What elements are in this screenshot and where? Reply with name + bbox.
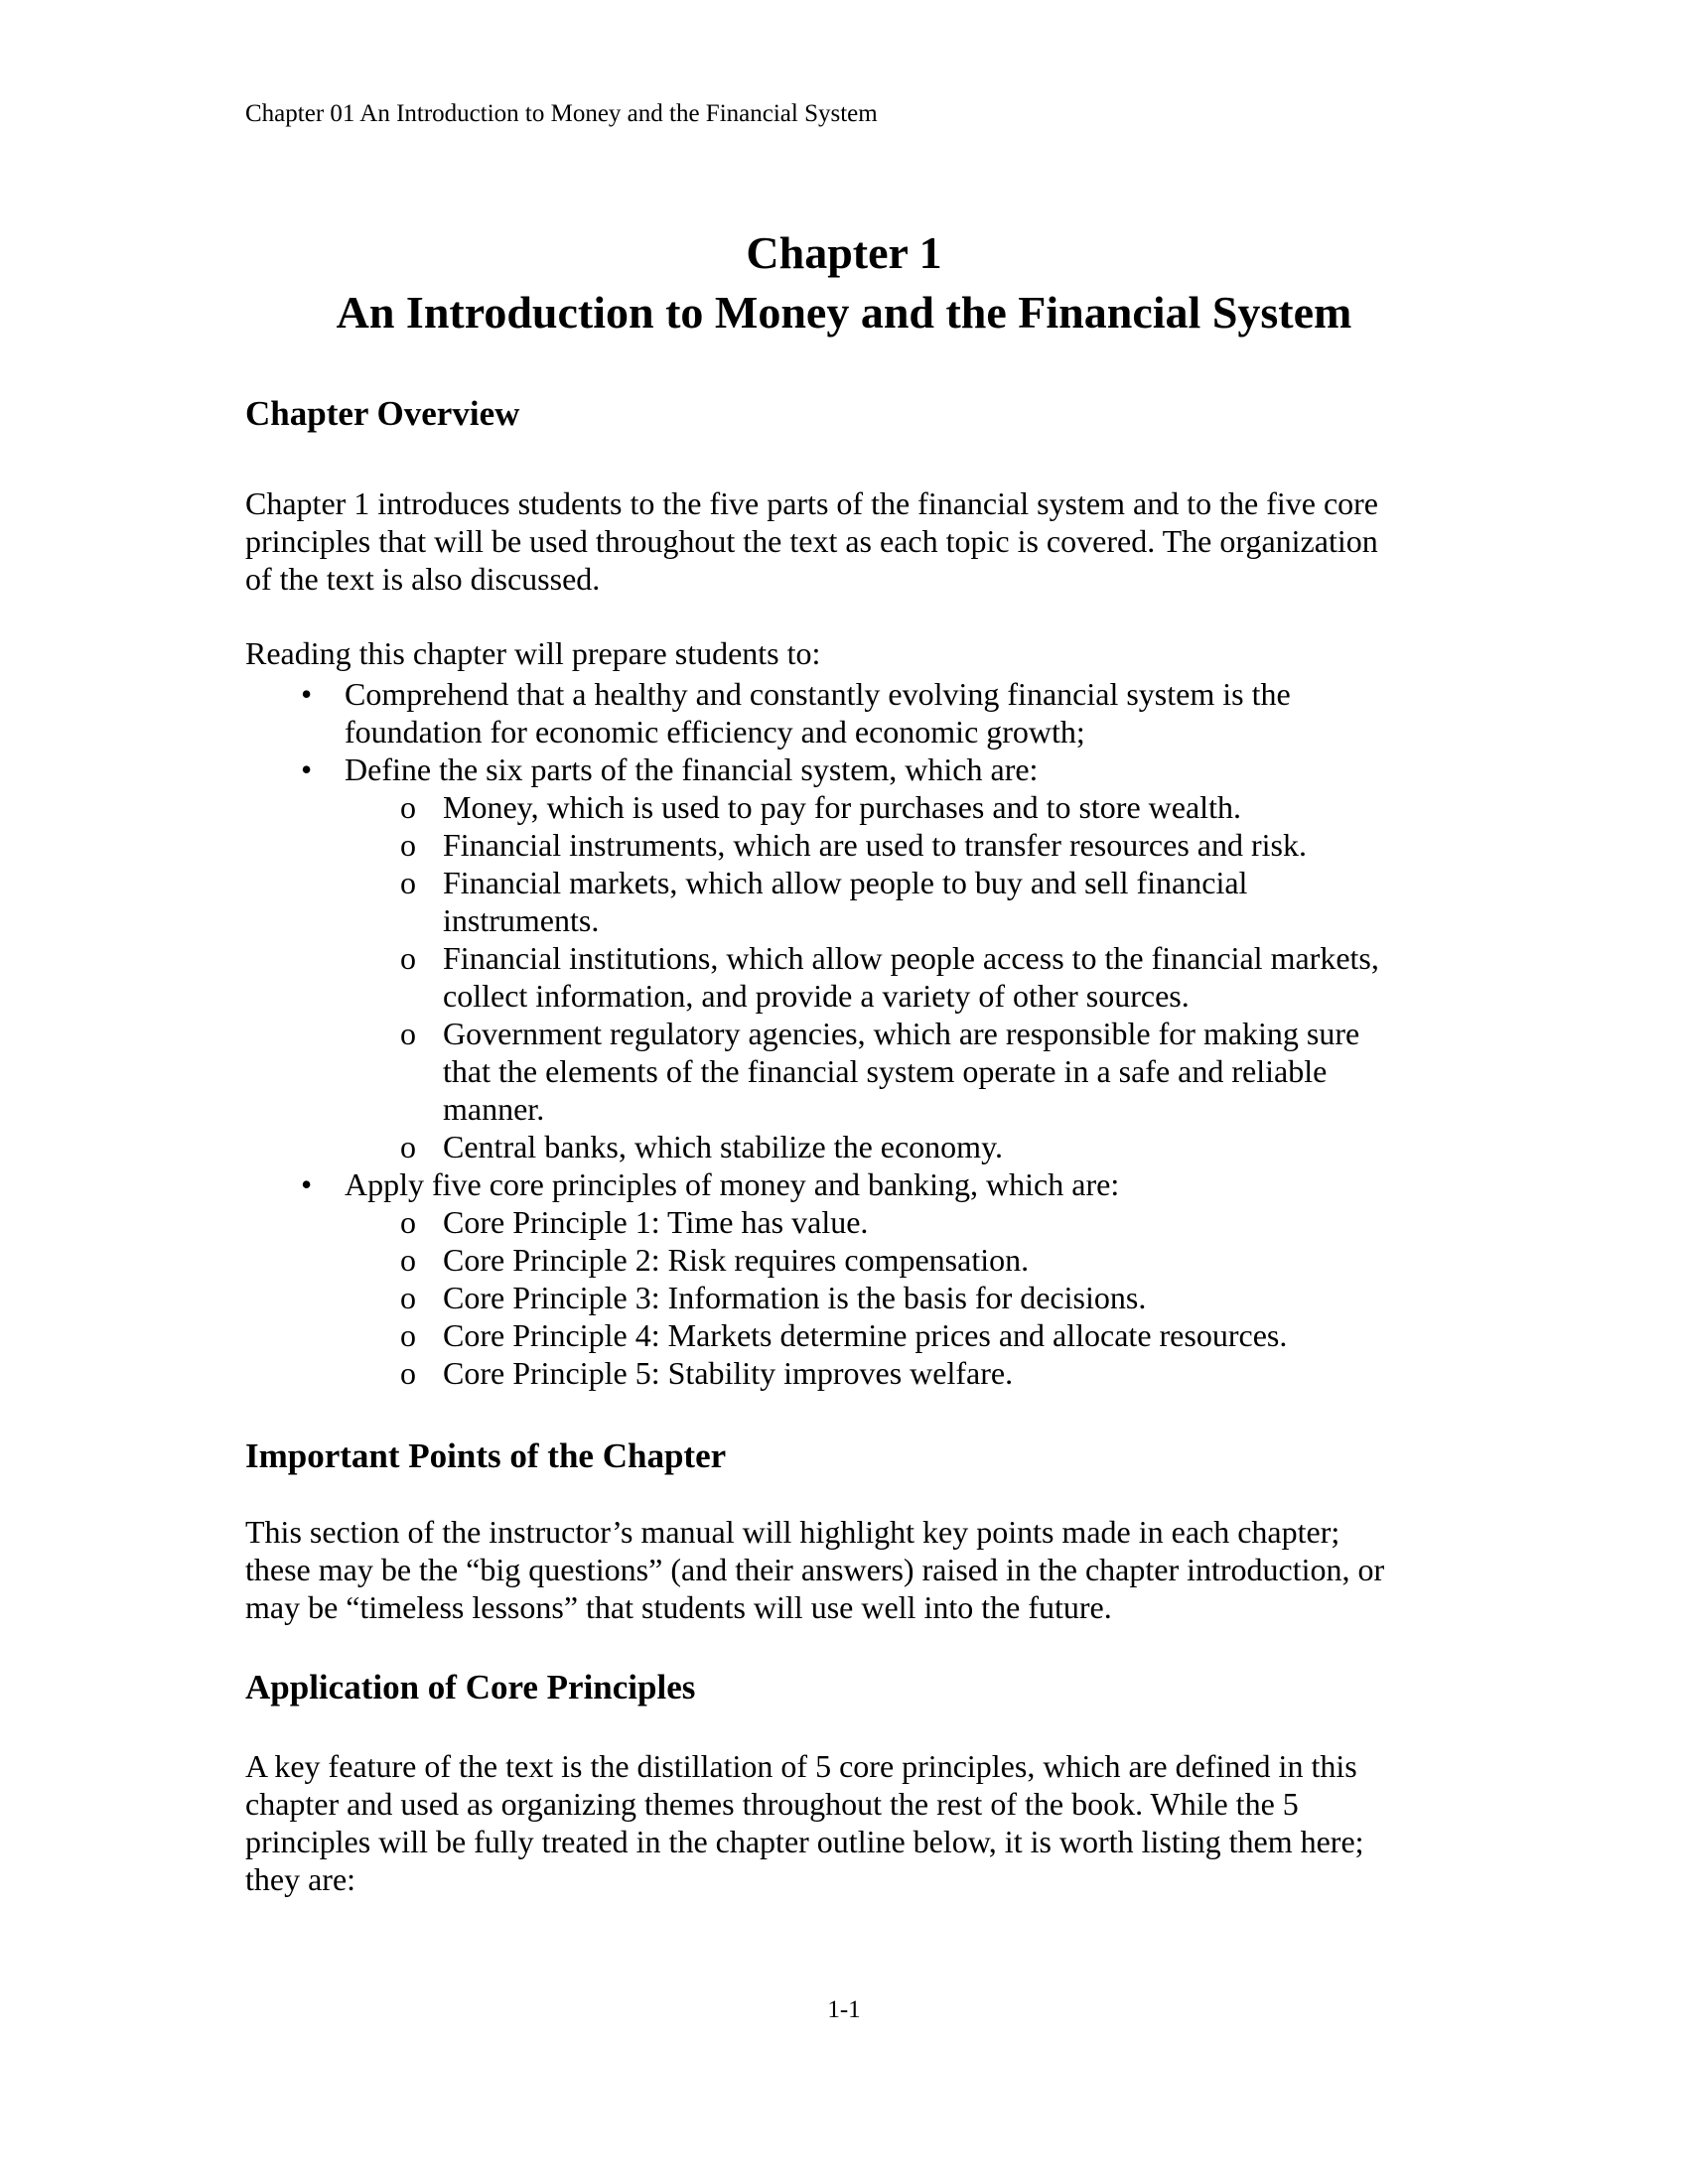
list-text: Core Principle 4: Markets determine prices and allocate resources. [443,1317,1288,1353]
list-text: Core Principle 1: Time has value. [443,1204,869,1240]
application-heading: Application of Core Principles [245,1668,696,1706]
paragraph-line: of the text is also discussed. [245,561,601,597]
list-text: Core Principle 3: Information is the basis for decisions. [443,1280,1147,1315]
chapter-title: An Introduction to Money and the Financial System [336,287,1352,338]
list-text: foundation for economic efficiency and economic growth; [345,714,1085,750]
paragraph-line: these may be the “big questions” (and their answers) raised in the chapter introduction, or [245,1552,1385,1587]
paragraph-line: may be “timeless lessons” that students will use well into the future. [245,1589,1112,1625]
overview-heading: Chapter Overview [245,394,520,433]
list-line [245,1241,1536,1279]
circle-bullet-icon: o [400,1355,416,1391]
sub-item [245,1354,1536,1392]
sub-item [245,939,1536,1015]
paragraph-line: This section of the instructor’s manual will highlight key points made in each chapter; [245,1514,1340,1550]
list-line [245,864,1536,901]
bullet-icon: • [301,676,313,712]
list-text: Central banks, which stabilize the economy. [443,1129,1003,1164]
sub-item [245,788,1536,826]
sub-item [245,1279,1536,1316]
paragraph-line: A key feature of the text is the distillation of 5 core principles, which are defined in this [245,1748,1357,1784]
paragraph-line: they are: [245,1861,356,1897]
list-text: that the elements of the financial system operate in a safe and reliable [443,1053,1328,1089]
list-text: Financial institutions, which allow people access to the financial markets, [443,940,1379,976]
bullet-icon: • [301,751,313,787]
list-text: Money, which is used to pay for purchases and to store wealth. [443,789,1241,825]
objectives-list [245,675,1536,1392]
list-text: Government regulatory agencies, which are responsible for making sure [443,1016,1360,1051]
circle-bullet-icon: o [400,1280,416,1315]
chapter-number-title: Chapter 1 [746,227,942,278]
list-text: Core Principle 2: Risk requires compensation. [443,1242,1030,1278]
circle-bullet-icon: o [400,827,416,863]
important-points-paragraph [245,1513,1536,1626]
circle-bullet-icon: o [400,940,416,976]
list-line [245,1279,1536,1316]
bullet-item [245,675,1536,751]
page-number: 1-1 [827,1996,861,2023]
bullet-item [245,751,1536,788]
application-paragraph [245,1747,1536,1898]
list-line [245,713,1536,751]
circle-bullet-icon: o [400,865,416,900]
circle-bullet-icon: o [400,1317,416,1353]
list-line [245,1015,1536,1052]
list-line [245,1165,1536,1203]
list-line [245,751,1536,788]
circle-bullet-icon: o [400,1242,416,1278]
sub-item [245,1128,1536,1165]
list-indent [245,901,443,939]
sub-item [245,1316,1536,1354]
list-line [245,977,1536,1015]
sub-item [245,864,1536,939]
list-indent [245,1052,443,1090]
bullet-item [245,1165,1536,1203]
list-indent [245,1090,443,1128]
list-line [245,788,1536,826]
circle-bullet-icon: o [400,1129,416,1164]
important-points-heading: Important Points of the Chapter [245,1436,727,1475]
list-text: instruments. [443,902,600,938]
list-text: manner. [443,1091,545,1127]
circle-bullet-icon: o [400,1204,416,1240]
paragraph-line: principles that will be used throughout the text as each topic is covered. The organization [245,523,1378,559]
circle-bullet-icon: o [400,789,416,825]
sub-item [245,826,1536,864]
overview-intro [245,634,1536,672]
sub-item [245,1015,1536,1128]
bullet-icon: • [301,1166,313,1202]
list-line [245,1316,1536,1354]
list-text: Comprehend that a healthy and constantly evolving financial system is the [345,676,1291,712]
list-text: Define the six parts of the financial system, which are: [345,751,1039,787]
list-indent [245,977,443,1015]
list-line [245,1203,1536,1241]
list-line [245,901,1536,939]
list-line [245,826,1536,864]
list-line [245,675,1536,713]
sub-item [245,1241,1536,1279]
circle-bullet-icon: o [400,1016,416,1051]
list-line [245,1354,1536,1392]
paragraph-line: chapter and used as organizing themes throughout the rest of the book. While the 5 [245,1786,1299,1822]
list-indent [245,713,345,751]
list-text: Apply five core principles of money and banking, which are: [345,1166,1120,1202]
overview-paragraph [245,484,1536,598]
list-text: Core Principle 5: Stability improves welfare. [443,1355,1014,1391]
list-text: Financial instruments, which are used to transfer resources and risk. [443,827,1307,863]
paragraph-line: principles will be fully treated in the chapter outline below, it is worth listing them here; [245,1824,1364,1859]
list-text: collect information, and provide a variety of other sources. [443,978,1190,1014]
sub-item [245,1203,1536,1241]
running-header: Chapter 01 An Introduction to Money and the Financial System [245,100,878,127]
list-line [245,1090,1536,1128]
list-line [245,1052,1536,1090]
intro-line: Reading this chapter will prepare students to: [245,635,821,671]
list-line [245,939,1536,977]
paragraph-line: Chapter 1 introduces students to the five parts of the financial system and to the five core [245,485,1378,521]
list-text: Financial markets, which allow people to buy and sell financial [443,865,1248,900]
list-line [245,1128,1536,1165]
